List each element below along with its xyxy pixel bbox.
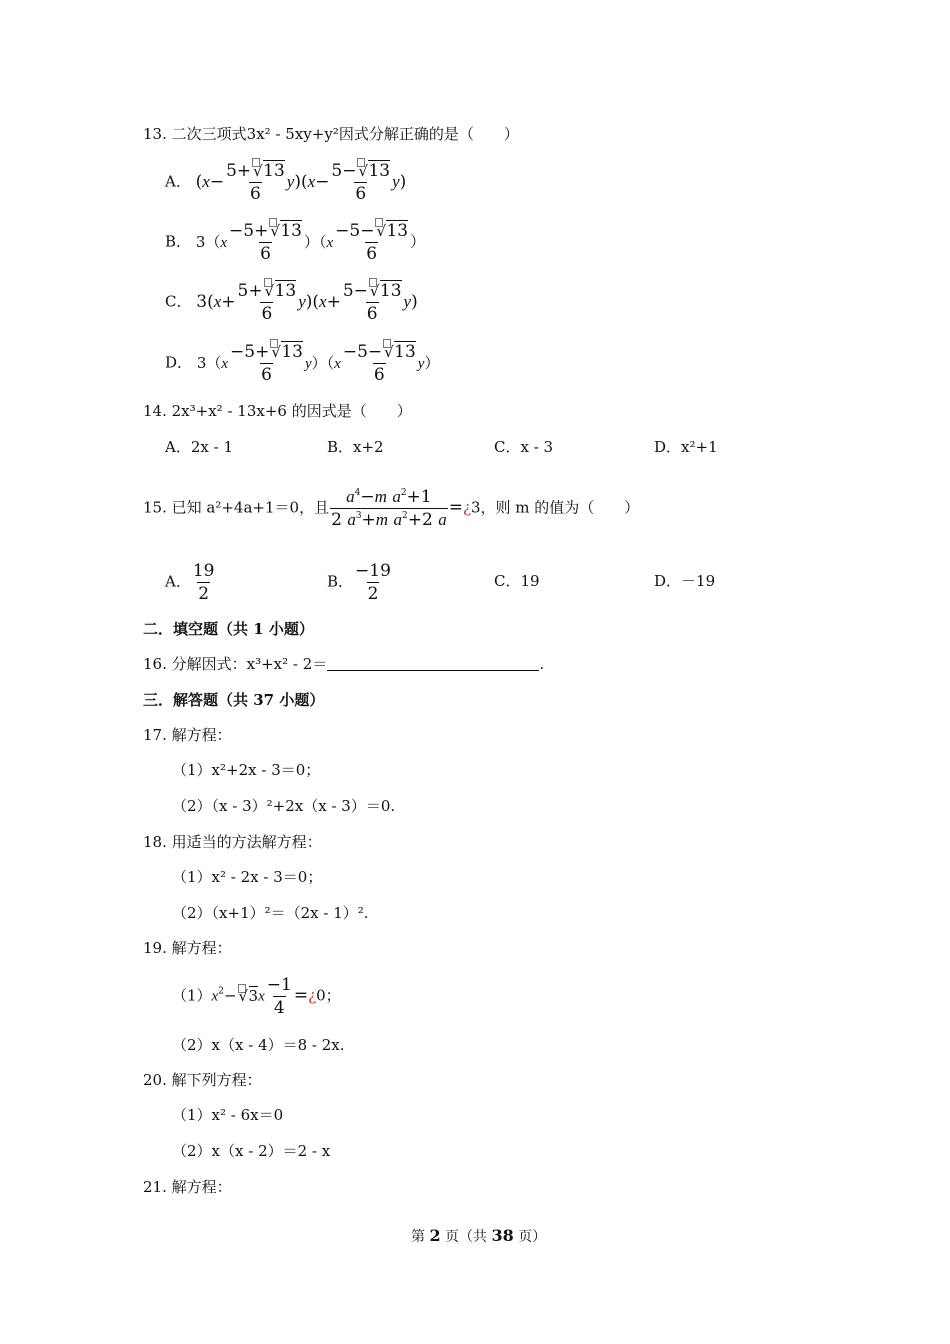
q15-option-d: D．－19: [654, 572, 716, 590]
q18-part-1: （1）x² - 2x - 3＝0；: [172, 868, 323, 886]
q18-stem: 18. 用适当的方法解方程：: [143, 833, 322, 851]
q14-option-d: D．x²+1: [654, 438, 718, 456]
q18-part-2: （2）（x+1）²＝（2x - 1）².: [172, 904, 369, 922]
section-solve: 三．解答题（共 37 小题）: [143, 691, 325, 709]
q17-part-2: （2）（x - 3）²+2x（x - 3）＝0.: [172, 797, 396, 815]
q13-option-c: C． 3(x+ 5+ √ 13 6 y)(x+ 5− √ 13 6 y): [165, 280, 418, 325]
q19-stem: 19. 解方程：: [143, 939, 232, 957]
page-total: 38: [491, 1226, 514, 1245]
answer-blank: [327, 656, 539, 671]
q14-option-a: A．2x - 1: [165, 438, 233, 456]
q15-option-c: C．19: [494, 572, 540, 590]
q17-stem: 17. 解方程：: [143, 726, 232, 744]
page-number: 2: [429, 1226, 441, 1245]
q16-stem: 16. 分解因式：x³+x² - 2＝ .: [143, 655, 545, 673]
q13-option-d: D． 3（x −5+ √ 13 6 y）（x −5− √ 13 6 y）: [165, 341, 439, 386]
q19-part-1: $(1)x^2-$ √ 3x $\frac{-1}{4}$ =¿0；: [172, 975, 341, 1018]
q20-part-1: （1）x² - 6x＝0: [172, 1106, 284, 1124]
q15-option-b: B． $\frac{-19}{2}$: [327, 561, 391, 604]
q14-option-b: B．x+2: [327, 438, 384, 456]
q14-option-c: C．x - 3: [494, 438, 554, 456]
q20-stem: 20. 解下列方程：: [143, 1071, 262, 1089]
q20-part-2: （2）x（x - 2）＝2 - x: [172, 1142, 331, 1160]
q17-part-1: （1）x²+2x - 3＝0；: [172, 761, 321, 779]
q13-stem: 13. 二次三项式3x² - 5xy+y²因式分解正确的是（ ）: [143, 125, 519, 143]
q15-option-a: A． $\frac{19}{2}$: [165, 561, 215, 604]
q15-stem: 15. 已知 a²+4a+1＝0，且 $\frac{a^4-m a^2+1}{2 a^3+m a^2+2 a}$ =¿3，则 m 的值为（ ）: [143, 487, 640, 530]
q13-option-a: A． (x− 5+ √ 13 6 y)(x− 5− √ 13 6 y): [165, 160, 406, 205]
section-fill-in: 二．填空题（共 1 小题）: [143, 620, 314, 638]
page-footer: 第 2 页（共 38 页）: [411, 1226, 547, 1245]
q21-stem: 21. 解方程：: [143, 1178, 232, 1196]
q14-stem: 14. 2x³+x² - 13x+6 的因式是（ ）: [143, 402, 412, 420]
q13-option-b: B． 3（x −5+ √ 13 6 ）（x −5− √ 13 6 ）: [165, 220, 425, 265]
q19-part-2: （2）x（x - 4）＝8 - 2x.: [172, 1036, 345, 1054]
